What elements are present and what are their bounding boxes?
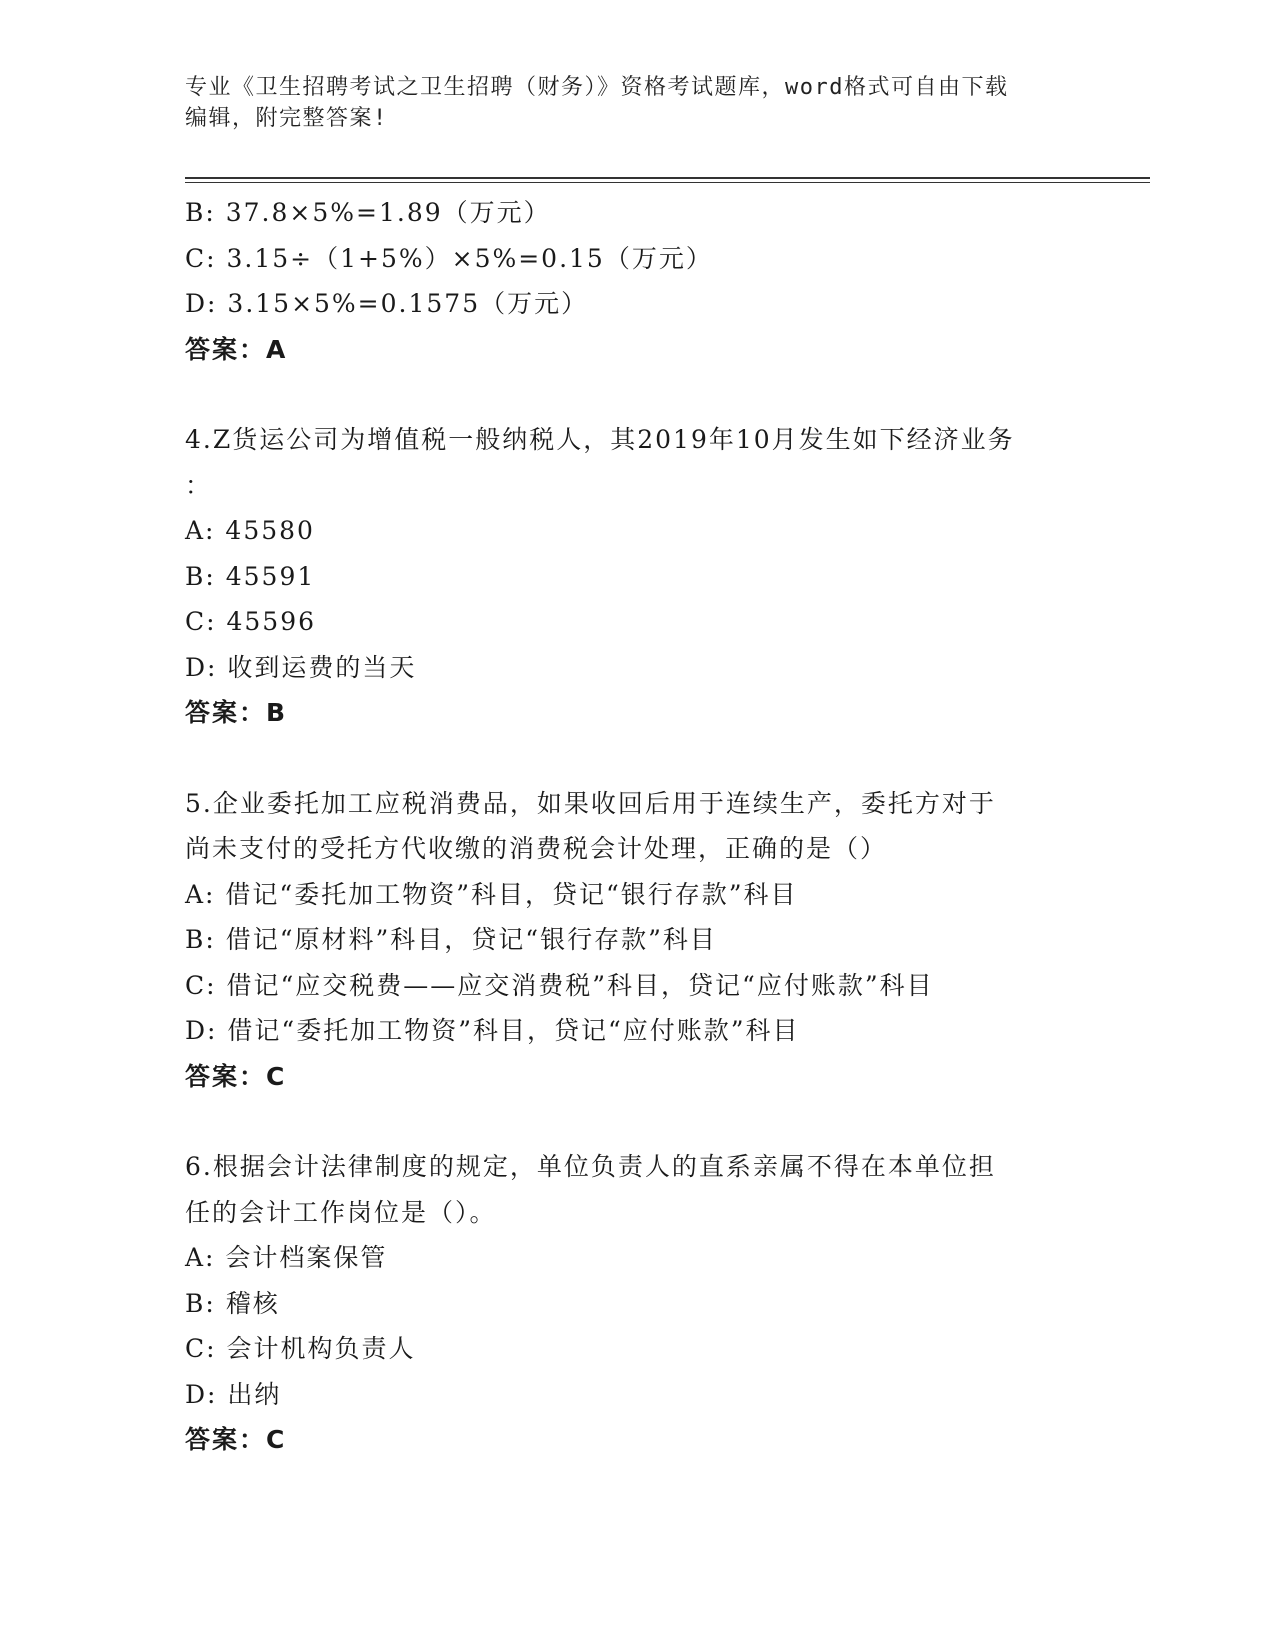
option-c: C: 借记“应交税费——应交消费税”科目，贷记“应付账款”科目	[185, 970, 934, 1000]
option-a: A: 借记“委托加工物资”科目，贷记“银行存款”科目	[185, 879, 798, 909]
option-c: C: 3.15÷（1+5%）×5%=0.15（万元）	[185, 243, 713, 273]
question-stem: 4.Z货运公司为增值税一般纳税人，其2019年10月发生如下经济业务	[185, 425, 1015, 454]
question-6	[185, 1144, 1145, 1463]
question-stem: 6.根据会计法律制度的规定，单位负责人的直系亲属不得在本单位担	[185, 1152, 996, 1181]
spacer	[185, 1099, 1145, 1144]
option-b: B: 37.8×5%=1.89（万元）	[185, 198, 551, 227]
option-c: C: 会计机构负责人	[185, 1334, 416, 1363]
answer-line: 答案：A	[185, 334, 288, 364]
option-b: B: 45591	[185, 561, 316, 591]
continued-question	[185, 190, 1145, 372]
document-body	[185, 190, 1145, 1463]
option-d: D: 借记“委托加工物资”科目，贷记“应付账款”科目	[185, 1016, 800, 1045]
option-d: D: 3.15×5%=0.1575（万元）	[185, 289, 589, 318]
spacer	[185, 736, 1145, 781]
question-stem: 任的会计工作岗位是（）。	[185, 1197, 497, 1227]
header-divider-thin	[185, 182, 1150, 183]
option-d: D: 收到运费的当天	[185, 652, 417, 682]
answer-line: 答案：C	[185, 1425, 287, 1454]
header-line-2: 编辑，附完整答案!	[185, 106, 388, 131]
option-c: C: 45596	[185, 607, 317, 636]
header-line-1: 专业《卫生招聘考试之卫生招聘（财务）》资格考试题库，word格式可自由下载	[185, 75, 1009, 100]
option-b: B: 借记“原材料”科目，贷记“银行存款”科目	[185, 925, 717, 954]
question-stem: ：	[185, 470, 213, 500]
header-divider-thick	[185, 177, 1150, 179]
question-stem: 尚未支付的受托方代收缴的消费税会计处理，正确的是（）	[185, 834, 888, 863]
question-4	[185, 417, 1145, 736]
document-header	[185, 72, 1065, 134]
answer-line: 答案：C	[185, 1061, 287, 1091]
question-5	[185, 781, 1145, 1100]
option-d: D: 出纳	[185, 1379, 282, 1409]
option-a: A: 45580	[185, 516, 315, 545]
spacer	[185, 372, 1145, 417]
option-b: B: 稽核	[185, 1288, 280, 1318]
question-stem: 5.企业委托加工应税消费品，如果收回后用于连续生产，委托方对于	[185, 788, 996, 818]
option-a: A: 会计档案保管	[185, 1243, 388, 1272]
answer-line: 答案：B	[185, 698, 288, 727]
